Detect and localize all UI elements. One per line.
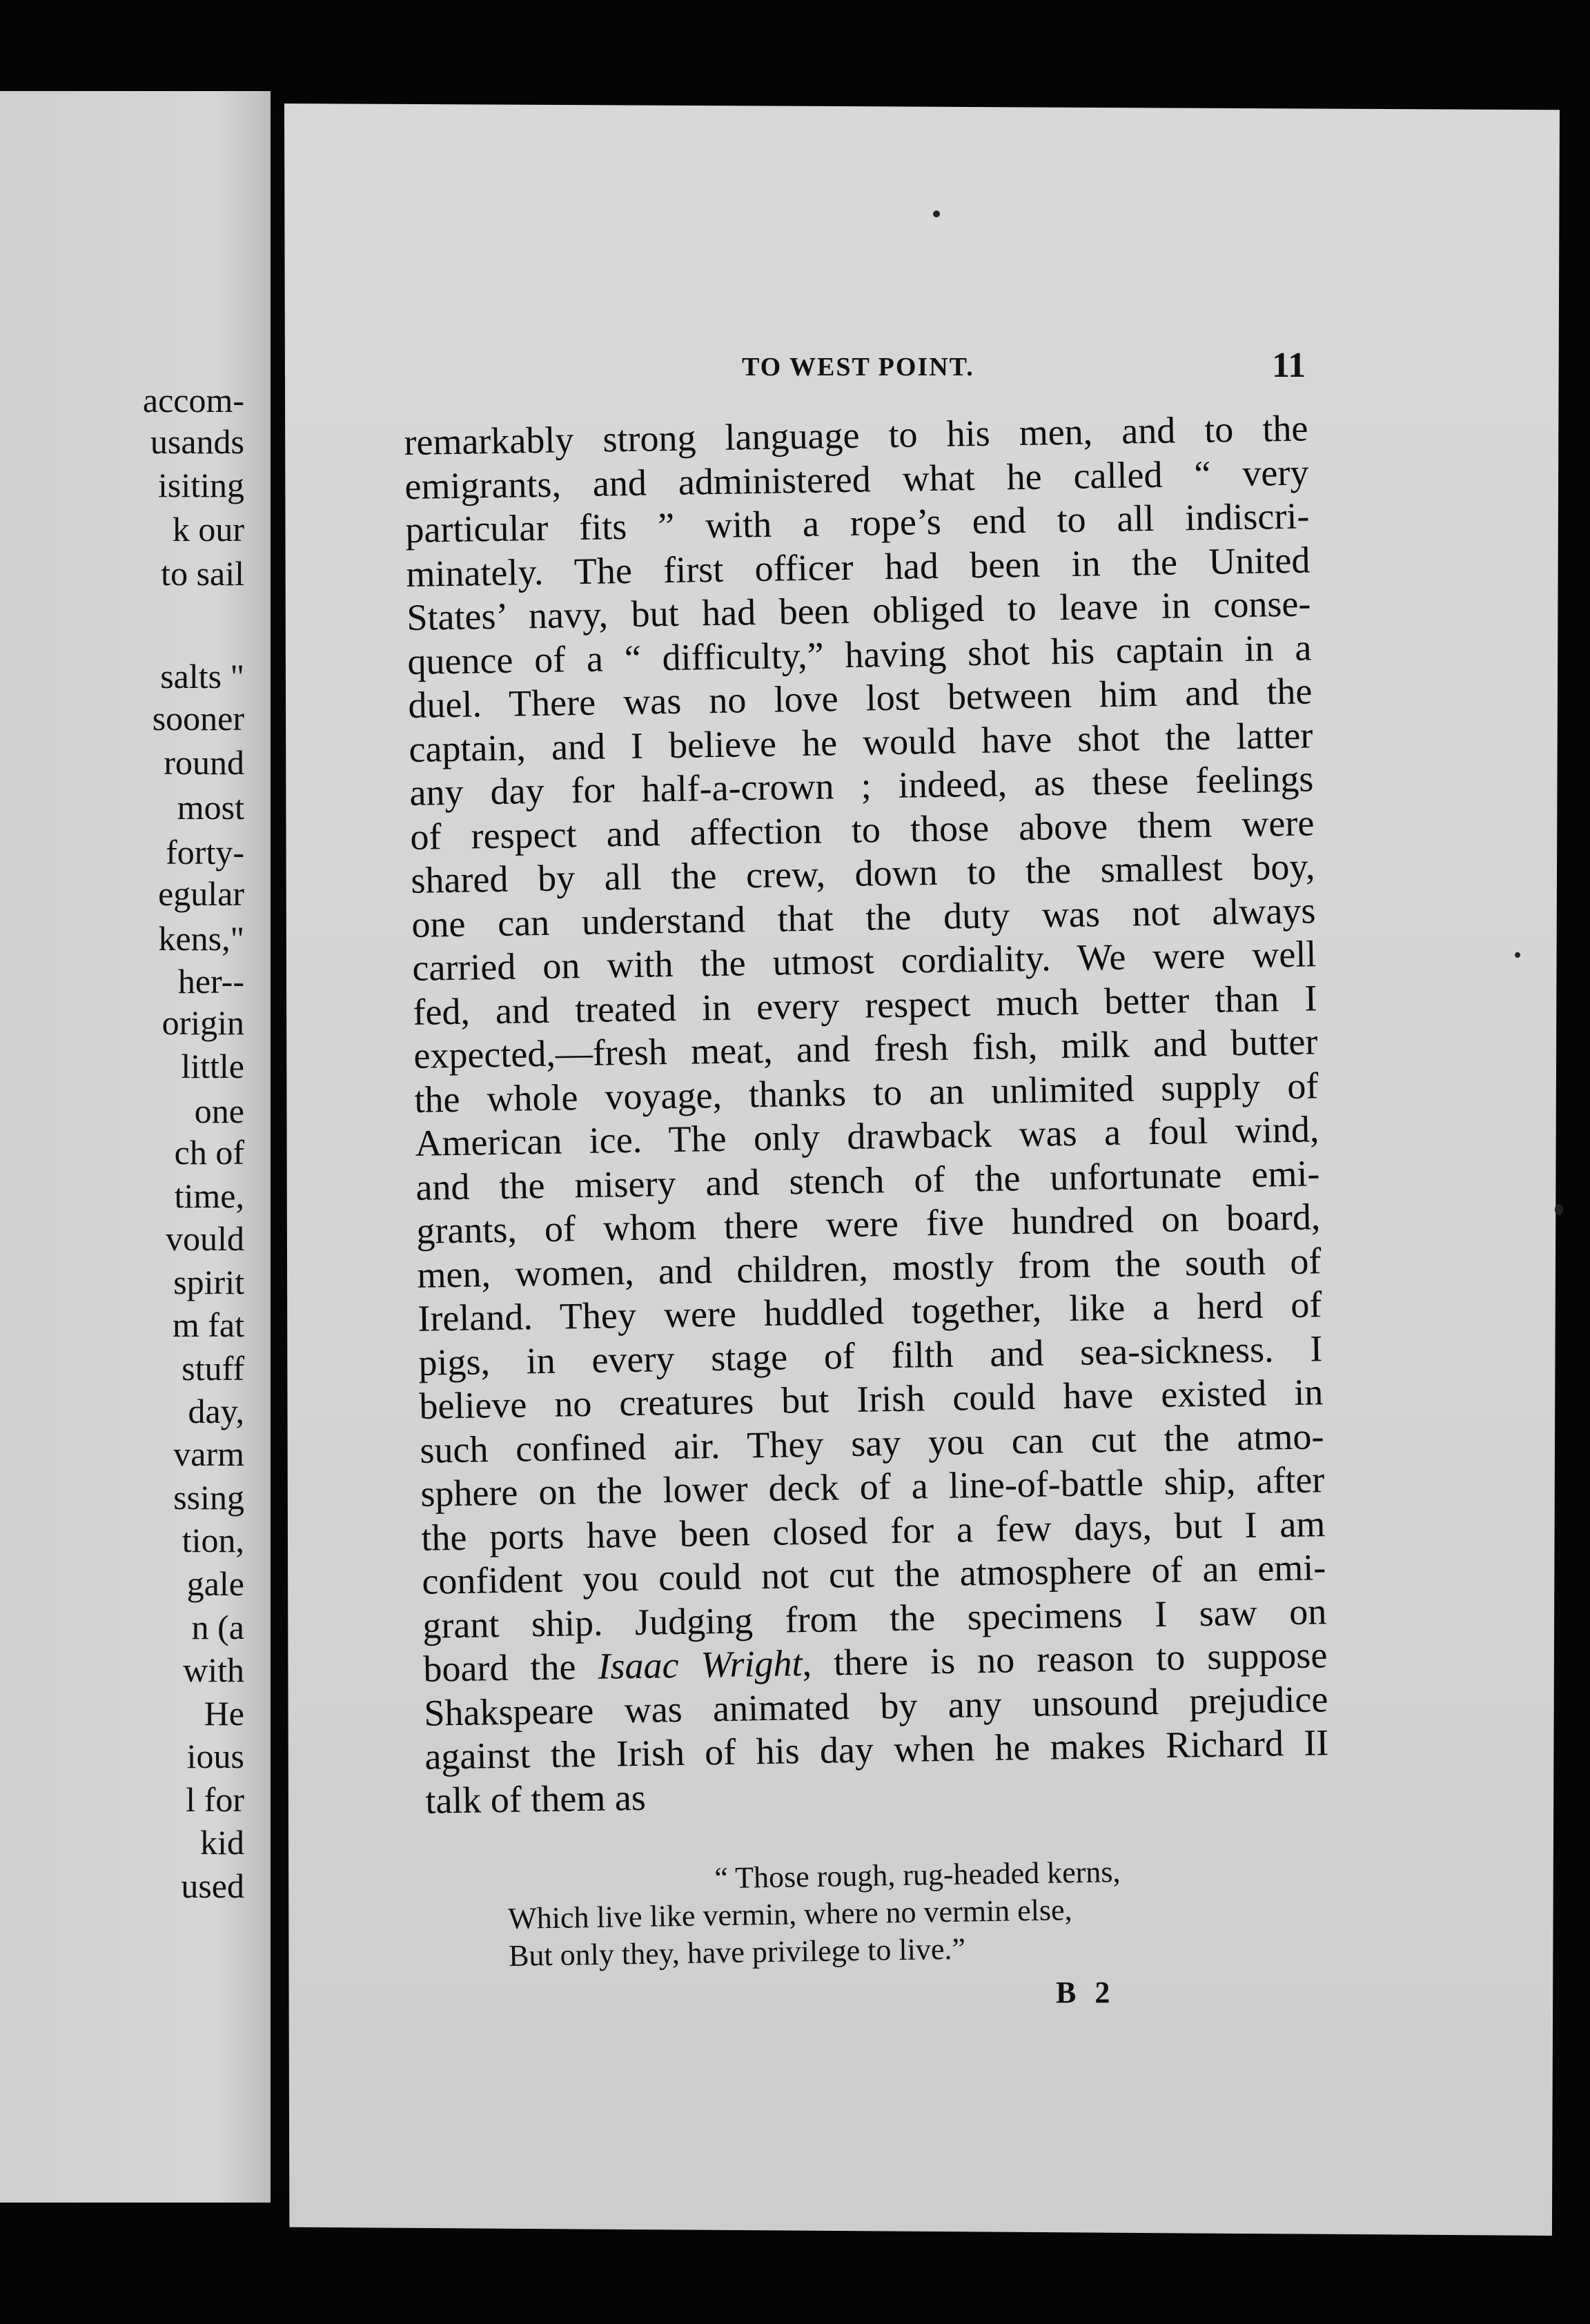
signature-mark: B 2 <box>1056 1976 1116 2009</box>
body-line: fed, and treated in every respect much better than I <box>412 976 1317 1033</box>
speck <box>1515 952 1520 958</box>
quote-line: But only they, have privilege to live.” <box>508 1931 966 1973</box>
left-page-line: salts " <box>160 657 244 696</box>
left-page-text <box>0 91 271 2203</box>
left-page-line: kens," <box>158 919 244 958</box>
body-line: the whole voyage, thanks to an unlimited supply of <box>413 1064 1319 1121</box>
left-page-line: most <box>177 788 244 827</box>
left-page-line: tion, <box>181 1521 244 1559</box>
left-page-line: ssing <box>173 1478 244 1517</box>
left-page-line: n (a <box>191 1608 244 1646</box>
left-page-line: varm <box>173 1435 244 1473</box>
body-line: Ireland. They were huddled together, like a herd of <box>417 1283 1322 1339</box>
left-page-line: her-- <box>177 962 244 1001</box>
left-page-line: time, <box>174 1176 244 1215</box>
body-line: expected,—fresh meat, and fresh fish, milk and butter <box>413 1021 1318 1076</box>
left-page-line: used <box>181 1867 244 1905</box>
left-page-line: k our <box>172 510 244 549</box>
body-line: and the misery and stench of the unfortunate emi- <box>415 1152 1320 1208</box>
left-page-line: forty- <box>166 833 244 872</box>
left-page-line: ious <box>186 1737 244 1775</box>
body-line: grants, of whom there were five hundred on board, <box>415 1196 1321 1252</box>
running-head: TO WEST POINT. <box>742 353 974 382</box>
body-line: sphere on the lower deck of a line-of-battle ship, after <box>420 1459 1325 1515</box>
body-line: board the Isaac Wright, there is no reason to suppose <box>422 1634 1328 1690</box>
left-page-line: l for <box>186 1780 244 1819</box>
body-line: men, women, and children, mostly from the south of <box>416 1239 1322 1296</box>
left-page-line: sooner <box>152 699 244 738</box>
quote-line: Which live like vermin, where no vermin else, <box>507 1893 1072 1936</box>
body-line: shared by all the crew, down to the smallest boy, <box>410 845 1315 901</box>
left-page-line: little <box>181 1047 244 1085</box>
left-page-line: spirit <box>173 1263 244 1301</box>
left-page-line: egular <box>158 874 244 913</box>
left-page-line: origin <box>161 1003 244 1042</box>
left-page-line: to sail <box>161 554 244 593</box>
left-page-line: one <box>194 1092 244 1130</box>
body-line: such confined air. They say you can cut the atmo- <box>419 1415 1324 1471</box>
left-page-line: isiting <box>157 466 244 504</box>
left-page-line: usands <box>150 422 244 461</box>
left-page-line: kid <box>200 1823 244 1862</box>
body-line: talk of them as <box>424 1776 647 1822</box>
left-page-line: day, <box>188 1392 244 1430</box>
body-text <box>404 406 1330 1822</box>
body-line: believe no creatures but Irish could have existed in <box>418 1371 1324 1427</box>
body-line: any day for half-a-crown ; indeed, as these feelings <box>409 758 1314 814</box>
left-page-line: gale <box>186 1564 244 1603</box>
left-page-line: m fat <box>172 1306 244 1344</box>
left-page-line: stuff <box>181 1349 244 1388</box>
body-line: of respect and affection to those above them were <box>409 801 1315 858</box>
speck <box>1555 1204 1563 1215</box>
body-line: Shakspeare was animated by any unsound prejudice <box>423 1677 1328 1734</box>
body-line: remarkably strong language to his men, and to the <box>404 407 1308 463</box>
left-page-line: ch of <box>174 1133 244 1172</box>
page-number: 11 <box>1272 346 1306 385</box>
body-line: States’ navy, but had been obliged to leave in conse- <box>406 582 1311 638</box>
body-line: particular fits ” with a rope’s end to all indiscri- <box>405 495 1310 551</box>
left-page-line: vould <box>166 1219 244 1258</box>
left-page-line: with <box>183 1651 244 1689</box>
body-line: duel. There was no love lost between him and the <box>408 670 1313 726</box>
speck <box>933 210 940 217</box>
left-page-fragment <box>0 91 271 2203</box>
body-line: pigs, in every stage of filth and sea-sickness. I <box>418 1327 1323 1383</box>
verse-quotation <box>507 1853 1122 1975</box>
left-page-line: accom- <box>142 381 244 420</box>
body-line: quence of a “ difficulty,” having shot his captain in a <box>407 626 1312 682</box>
quote-line: “ Those rough, rug-headed kerns, <box>714 1855 1121 1895</box>
body-line: the ports have been closed for a few days, but I am <box>420 1502 1326 1559</box>
body-line: captain, and I believe he would have shot the latter <box>408 713 1313 770</box>
body-line: one can understand that the duty was not always <box>411 889 1316 945</box>
body-line: against the Irish of his day when he makes Richard II <box>424 1722 1329 1778</box>
body-line: grant ship. Judging from the specimens I saw on <box>422 1590 1327 1646</box>
body-line: confident you could not cut the atmosphere of an emi- <box>421 1546 1326 1602</box>
body-line: carried on with the utmost cordiality. We were well <box>411 933 1317 989</box>
ship-name: Isaac Wright <box>597 1642 803 1687</box>
left-page-line: He <box>204 1694 244 1733</box>
body-line: minately. The first officer had been in the United <box>406 538 1311 595</box>
body-line: emigrants, and administered what he called “ very <box>404 451 1309 507</box>
left-page-line: round <box>164 743 244 782</box>
body-line: American ice. The only drawback was a foul wind, <box>414 1108 1319 1164</box>
